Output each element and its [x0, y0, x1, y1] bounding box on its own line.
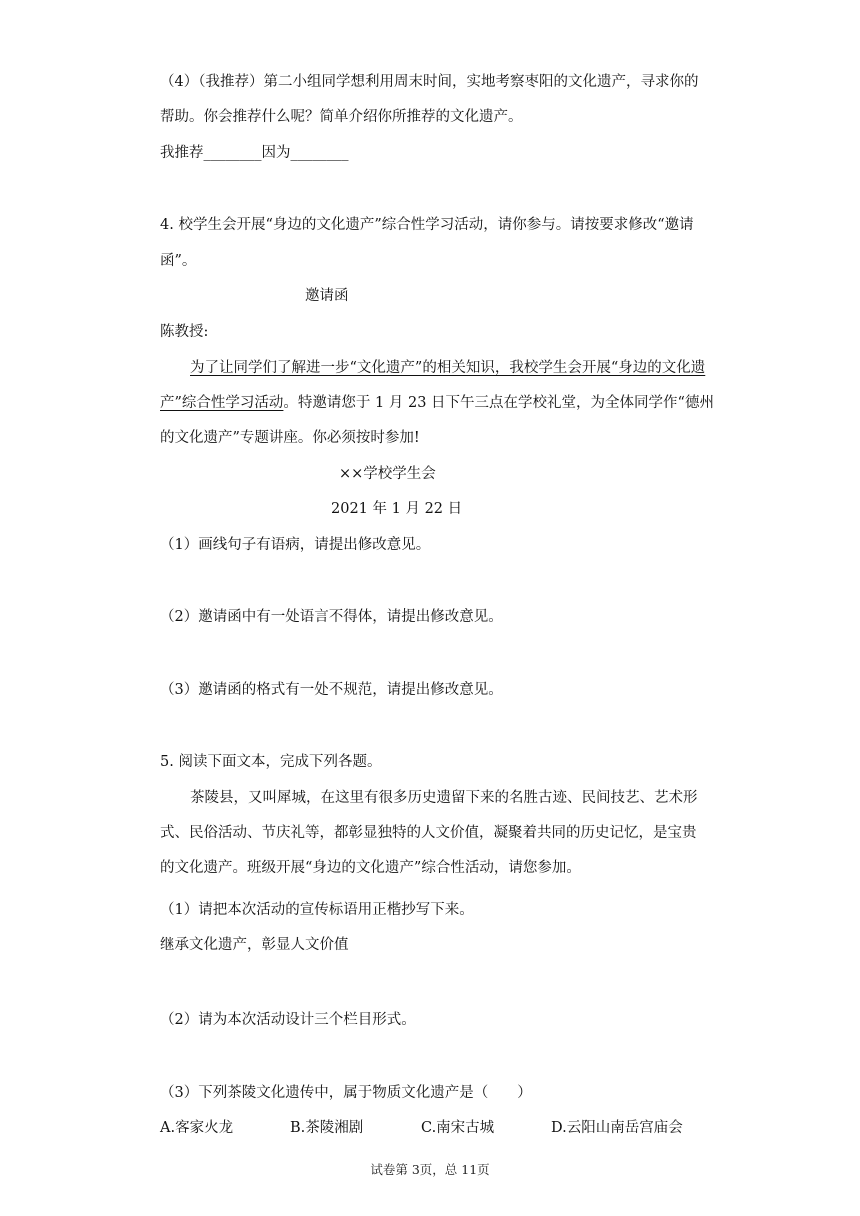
option-b: B.茶陵湘剧 — [290, 1120, 364, 1136]
q4-prompt-line2: 函”。 — [160, 253, 197, 269]
option-d: D.云阳山南岳宫庙会 — [551, 1120, 683, 1136]
q5-para-line3: 的文化遗产。班级开展“身边的文化遗产”综合性活动，请您参加。 — [160, 860, 581, 876]
page-footer: 试卷第 3页，总 11页 — [370, 1162, 490, 1177]
letter-signature: ××学校学生会 — [339, 466, 436, 482]
letter-salutation: 陈教授: — [160, 324, 209, 340]
letter-date: 2021 年 1 月 22 日 — [331, 501, 463, 517]
q4-prompt-line1: 4. 校学生会开展“身边的文化遗产”综合性学习活动，请你参与。请按要求修改“邀请 — [160, 217, 694, 233]
letter-body-line3: 的文化遗产”专题讲座。你必须按时参加! — [160, 430, 420, 446]
q4-sub3: （3）邀请函的格式有一处不规范，请提出修改意见。 — [160, 682, 503, 698]
q5-slogan: 继承文化遗产，彰显人文价值 — [160, 937, 349, 953]
option-c: C.南宋古城 — [421, 1120, 495, 1136]
q5-sub1: （1）请把本次活动的宣传标语用正楷抄写下来。 — [160, 902, 474, 918]
q4-sub1: （1）画线句子有语病，请提出修改意见。 — [160, 537, 431, 553]
letter-body-line2-rest: 。特邀请您于 1 月 23 日下午三点在学校礼堂，为全体同学作“德州 — [283, 395, 714, 411]
q3-part4-answer-line: 我推荐________因为________ — [160, 145, 349, 161]
q3-part4-line1: （4）（我推荐）第二小组同学想利用周末时间，实地考察枣阳的文化遗产，寻求你的 — [160, 74, 699, 90]
letter-title: 邀请函 — [305, 288, 349, 304]
q5-prompt: 5. 阅读下面文本，完成下列各题。 — [160, 754, 382, 770]
q5-sub3: （3）下列茶陵文化遗传中，属于物质文化遗产是（ ） — [160, 1085, 532, 1101]
q3-part4-line2: 帮助。你会推荐什么呢？简单介绍你所推荐的文化遗产。 — [160, 109, 523, 125]
q4-sub2: （2）邀请函中有一处语言不得体，请提出修改意见。 — [160, 609, 503, 625]
underlined-sentence-part2: 产”综合性学习活动 — [160, 395, 284, 411]
option-a: A.客家火龙 — [160, 1120, 234, 1136]
underlined-sentence-part1: 为了让同学们了解进一步“文化遗产”的相关知识，我校学生会开展“身边的文化遗 — [190, 360, 706, 376]
letter-body-line2 — [160, 393, 714, 413]
q5-para-line1: 茶陵县，又叫犀城，在这里有很多历史遗留下来的名胜古迹、民间技艺、艺术形 — [190, 790, 698, 806]
q5-sub2: （2）请为本次活动设计三个栏目形式。 — [160, 1012, 416, 1028]
q5-para-line2: 式、民俗活动、节庆礼等，都彰显独特的人文价值，凝聚着共同的历史记忆，是宝贵 — [160, 825, 697, 841]
letter-body-line1 — [190, 358, 705, 378]
